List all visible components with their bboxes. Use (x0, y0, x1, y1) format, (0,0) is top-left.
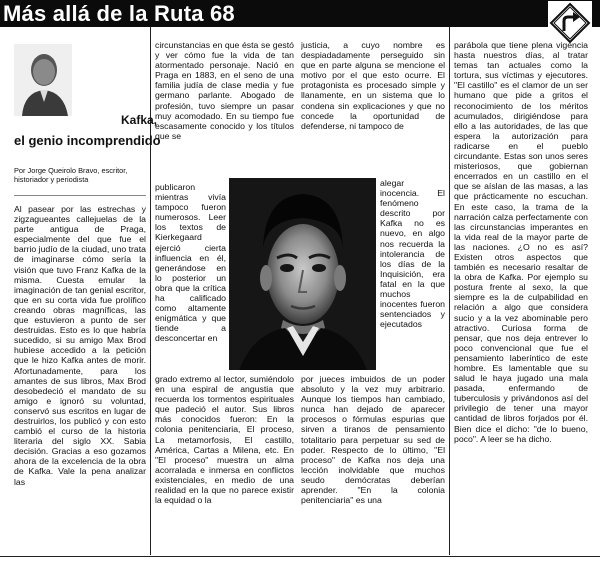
column-divider (150, 27, 151, 555)
paragraph: parábola que tiene plena vigencia hasta nuestros días, al tratar temas tan actuales como la tortura, sus víctimas y ejecutores. "El castillo" es el clamor de un ser humano que pide a gritos el reconocimiento de los méritos acumulados, dirigiéndose para ello a las autoridades, de las que espera la autorización para radicarse en el pueblo circundante. Estas son unos seres misteriosos, que gobiernan encerrados en un castillo en el que se aíslan de las masas, a las que prácticamente no escuchan. En este caso, la trama de la narración calza perfectamente con las circunstancias imperantes en la vida real de la mayor parte de las naciones. ¿O no es así? Existen otros aspectos que también es necesario resaltar de la obra de Kafka. Por ejemplo su postura frente al sexo, la que siempre es la de culpabilidad en relación a algo que considera sucio y a la vez abominable pero atractivo. Curiosa forma de pensar, que nos deja entrever lo poco convencional que fue el pensamiento laberíntico de este hombre. Es lamentable que su salud le haya jugado una mala pasada, enfermando de tuberculosis y privándonos así del privilegio de tener una mayor cantidad de libros forjados por él. Bien dice el dicho: "de lo bueno, poco". A leer se ha dicho. (454, 40, 588, 444)
article-title: el genio incomprendido (14, 133, 161, 148)
author-portrait (14, 44, 72, 116)
column-3-bottom (301, 374, 445, 554)
paragraph: alegar inocencia. El fenómeno descrito por Kafka no es nuevo, en algo nos recuerda la intolerancia de los días de la Inquisición, era fatal en la que muchos inocentes fueron sentenciados y ejecutados (380, 178, 445, 330)
turn-arrow-icon (548, 1, 592, 45)
column-1 (14, 204, 146, 554)
paragraph: por jueces imbuidos de un poder absoluto y la vez muy arbitrario. Aunque los tiempos han cambiado, nunca han dejado de aparecer procesos o fórmulas espurias que sirven a tiranos de pensamiento totalitario para perpetuar su sed de poder. Respecto de lo último, "El proceso" de Kafka nos deja una lección inolvidable que muchos seudo demócratas deberían aprender. "En la colonia penitenciaria" es una (301, 374, 445, 506)
byline-rule (14, 195, 146, 196)
kafka-portrait-photo (229, 178, 376, 370)
column-3-top (301, 40, 445, 178)
article-title-kafka: Kafka, (121, 113, 158, 127)
column-4 (454, 40, 588, 554)
column-2-bottom (155, 374, 294, 554)
paragraph: grado extremo al lector, sumiéndolo en una espiral de angustia que recuerda los tormentos espirituales que padeció el autor. Sus libros más conocidos fueron: En la colonia penitenciaria, El proceso, La metamorfosis, El castillo, América, Cartas a Milena, etc. En "El proceso" muestra un alma acorralada e inmersa en conflictos existenciales, en medio de una realidad en la que no parece existir la equidad o la (155, 374, 294, 506)
paragraph: justicia, a cuyo nombre es despiadadamente perseguido sin que en parte alguna se mencione el motivo por el que esto ocurre. El protagonista es procesado simple y llanamente, en un sistema que lo condena sin explicaciones y que no concede la oportunidad de defenderse, ni tampoco de (301, 40, 445, 131)
paragraph: circunstancias en que ésta se gestó y ver cómo fue la vida de tan atormentado personaje. Nació en Praga en 1883, en el seno de una familia judía de clase media y fue germano parlante. Abogado de profesión, tuvo siempre un pasar muy acomodado. En su tiempo fue escasamente conocido y los títulos que se (155, 40, 294, 141)
paragraph: publicaron mientras vivía tampoco fueron numerosos. Leer los textos de Kierkegaard ejerció cierta influencia en él, generándose en lo posterior un obra que la crítica ha calificado como altamente enigmática y que tiende a desconcertar en (155, 182, 226, 344)
byline: Por Jorge Queirolo Bravo, escritor, historiador y periodista (14, 166, 128, 185)
paragraph: Al pasear por las estrechas y zigzagueantes callejuelas de la parte antigua de Praga, especialmente del que fue el barrio judío de la ciudad, uno trata de imaginarse cómo sería la visión que tuvo Franz Kafka de la misma. Cuesta emular la imaginación de tan genial escritor, que en su corta vida fue prolífico creando obras magníficas, las que estuvieron a punto de ser destruidas. Esto es lo que habría sucedido, si su amigo Max Brod hubiese accedido a la petición que le hizo Kafka antes de morir. Afortunadamente, para los amantes de sus libros, Max Brod desobedeció el mandato de su amigo e ignoró su voluntad, conservó sus escritos en lugar de destruirlos, los publicó y con esto cambió el curso de la historia literaria del siglo XX. Sabia decisión. Gracias a eso gozamos ahora de la excelencia de la obra de Kafka. Vale la pena analizar las (14, 204, 146, 487)
column-2-wrap (155, 182, 226, 372)
section-title: Más allá de la Ruta 68 (3, 1, 235, 26)
section-header (0, 0, 600, 27)
column-divider (449, 27, 450, 555)
column-2-top (155, 40, 294, 182)
column-3-wrap (380, 178, 445, 372)
bottom-rule (0, 556, 600, 557)
